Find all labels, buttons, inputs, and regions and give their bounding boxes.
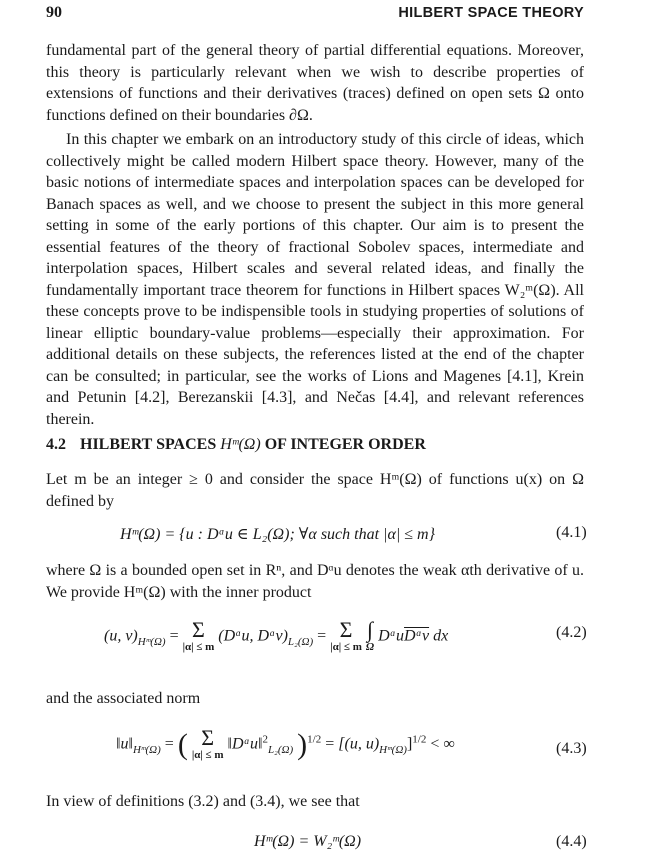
paragraph-1 [46, 40, 584, 126]
eq2-sum-1: Σ |α| ≤ m [182, 617, 215, 653]
paragraph-2-text: In this chapter we embark on an introductory study of this circle of ideas, which collectively might be called modern Hilbert space theory. However, many of the basic notions of intermediate spaces and interpolation spaces can be developed for Banach spaces as well, and we choose to present the subject in this more general setting in some of the early portions of this chapter. Our aim is to present the essential features of the theory of fractional Sobolev spaces, intermediate and interpolation spaces, Hilbert scales and several related ideas, and finally the fundamentally important trace theorem for functions in Hilbert spaces W₂ᵐ(Ω). All these concepts prove to be indispensible tools in studying properties of solutions of linear elliptic boundary-value problems—especially their approximation. For additional details on these subjects, the references listed at the end of the chapter can be consulted; in particular, see the works of Lions and Magenes [4.1], Krein and Petunin [4.2], Berezanskii [4.3], and Nečas [4.4], and relevant references therein. [46, 131, 584, 428]
equation-4-1-body: Hᵐ(Ω) = {u : Dᵅu ∈ L₂(Ω); ∀α such that |α| ≤ m} [120, 526, 435, 543]
equation-4-1-number: (4.1) [556, 524, 587, 541]
eq2-lhs: (u, v) [104, 627, 138, 645]
section-title-b: OF INTEGER ORDER [264, 436, 426, 453]
eq2-sum-2-limit: |α| ≤ m [330, 641, 362, 653]
section-heading [46, 436, 426, 454]
eq3-term-sub: L₂(Ω) [267, 743, 294, 756]
eq3-sum-limit: |α| ≤ m [191, 749, 224, 761]
eq2-mid-sub: L₂(Ω) [287, 635, 314, 648]
equation-4-3-body: $‖u‖_{Hᵐ(\Omega)}$ = ( Σ |α| ≤ m ‖Dᵅu‖$^2_{L_2(\Omega)}$ )$^{1/2}$ = [(u, $u)_{Hᵐ(\Omega)}]^{1/2}$ < ∞ [116, 725, 455, 761]
section-title-a: HILBERT SPACES [80, 436, 217, 453]
equation-4-4-number: (4.4) [556, 833, 587, 850]
eq2-dx: dx [433, 627, 449, 645]
paragraph-5-text: and the associated norm [46, 690, 201, 707]
eq3-term: ‖Dᵅu‖ [227, 735, 263, 753]
eq2-sum-2: Σ |α| ≤ m [330, 617, 362, 653]
running-title: HILBERT SPACE THEORY [398, 5, 584, 21]
eq3-rhs-sub: Hᵐ(Ω) [379, 743, 407, 756]
eq3-power: 1/2 [307, 733, 322, 746]
paragraph-2 [46, 129, 584, 430]
equation-4-2-number: (4.2) [556, 624, 587, 641]
eq3-rhs-power: 1/2 [412, 733, 427, 746]
eq3-sum: Σ |α| ≤ m [191, 725, 224, 761]
eq2-integral: ∫ Ω [365, 617, 375, 653]
page-number: 90 [46, 4, 62, 21]
equation-4-3-number: (4.3) [556, 740, 587, 757]
eq2-integral-domain: Ω [365, 641, 375, 653]
eq2-integrand-conjugate: $\overline{Dᵅv}$ [404, 627, 430, 645]
section-number: 4.2 [46, 436, 66, 453]
eq2-integrand: Dᵅu [378, 627, 405, 645]
page-header [46, 4, 584, 26]
paragraph-5 [46, 688, 584, 710]
eq3-lhs-sub: Hᵐ(Ω) [132, 743, 161, 756]
paragraph-4-text: where Ω is a bounded open set in Rⁿ, and Dᵅu denotes the weak αth derivative of u. We provide Hᵐ(Ω) with the inner product [46, 562, 584, 601]
eq2-lhs-sub: Hᵐ(Ω) [137, 635, 166, 648]
eq3-lhs: ‖u‖ [116, 735, 133, 753]
eq3-rhs: [(u, u) [338, 735, 380, 753]
eq3-less-than-infinity: < ∞ [430, 735, 455, 753]
paragraph-4 [46, 560, 584, 603]
eq2-mid: (Dᵅu, Dᵅv) [218, 627, 288, 645]
paragraph-3 [46, 469, 584, 512]
equation-4-4-body: Hᵐ(Ω) = W₂ᵐ(Ω) [254, 833, 362, 850]
paragraph-6 [46, 791, 584, 813]
eq3-term-sup: 2 [262, 733, 268, 746]
paragraph-3-text: Let m be an integer ≥ 0 and consider the space Hᵐ(Ω) of functions u(x) on Ω defined by [46, 471, 584, 510]
paragraph-1-text: fundamental part of the general theory of partial differential equations. Moreover, this theory is particularly relevant when we wish to describe properties of extensions of functions and their derivatives (traces) defined on open sets Ω onto functions defined on their boundaries ∂Ω. [46, 42, 584, 124]
equation-4-2-body: (u, $v)_{Hᵐ(\Omega)}$ = Σ |α| ≤ m (Dᵅu, $Dᵅv)_{L_2(\Omega)}$ = Σ |α| ≤ m ∫ Ω $Dᵅu\overline{Dᵅv}$ dx [104, 617, 449, 653]
eq2-sum-1-limit: |α| ≤ m [182, 641, 215, 653]
section-symbol: Hᵐ(Ω) [220, 436, 261, 453]
paragraph-6-text: In view of definitions (3.2) and (3.4), we see that [46, 793, 360, 810]
eq3-rhs-end: ] [406, 735, 413, 753]
